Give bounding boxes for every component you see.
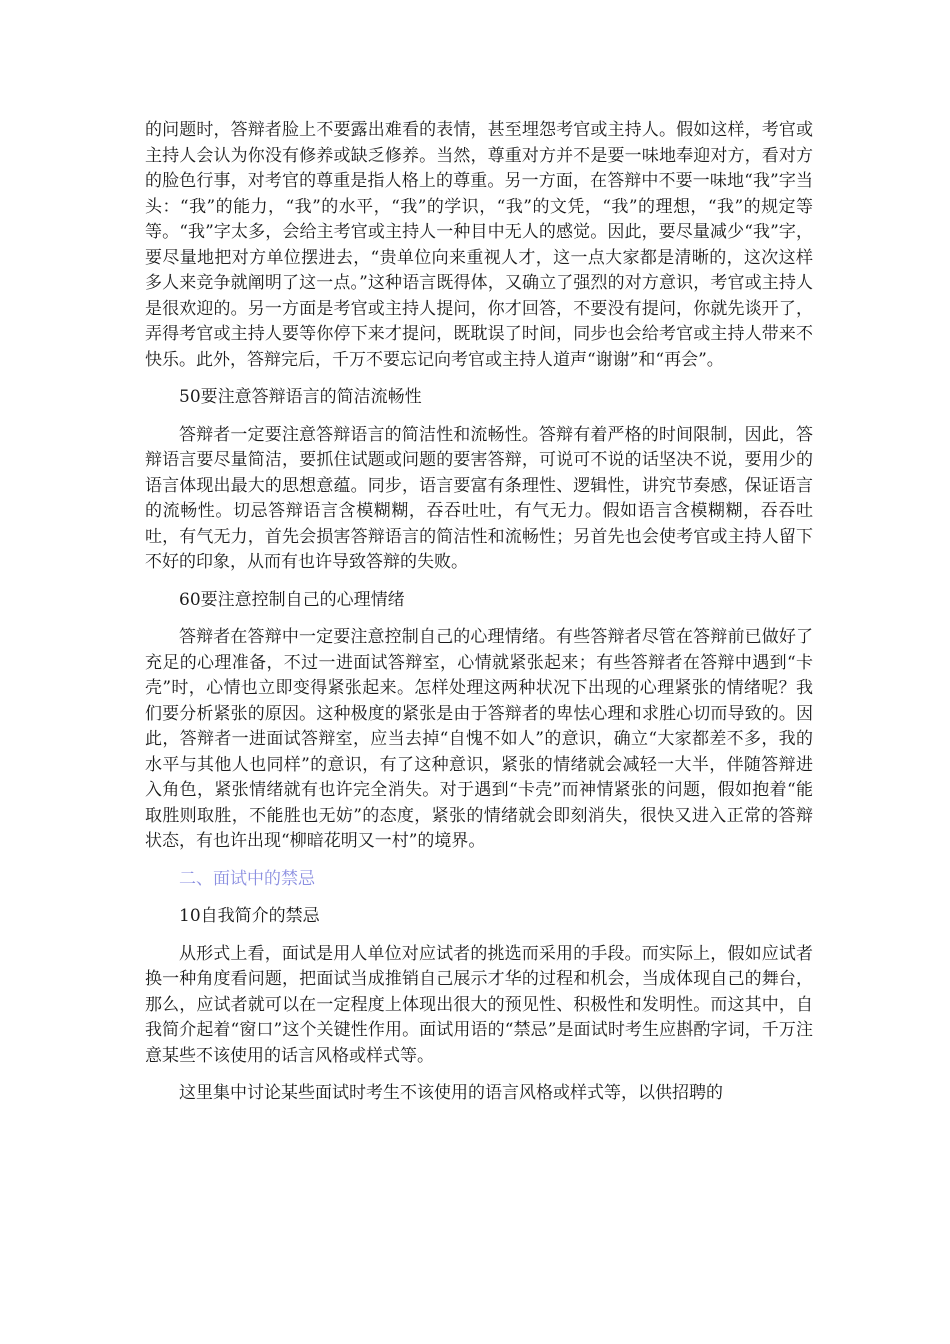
subheading-6: 60要注意控制自己的心理情绪 — [179, 589, 405, 610]
paragraph-self-intro: 从形式上看，面试是用人单位对应试者的挑选而采用的手段。而实际上，假如应试者换一种角度看问题，把面试当成推销自己展示才华的过程和机会，当成体现自己的舞台，那么，应试者就可以在一定程度上体现出很大的预见性、积极性和发明性。而这其中，自我简介起着“窗口”这个关键性作用。面试用语的“禁忌”是面试时考生应斟酌字词，千万注意某些不该使用的话言风格或样式等。 — [145, 943, 813, 1066]
paragraph-concise-fluent: 答辩者一定要注意答辩语言的简洁性和流畅性。答辩有着严格的时间限制，因此，答辩语言要尽量简洁，要抓住试题或问题的要害答辩，可说可不说的话坚决不说，要用少的语言体现出最大的思想意蕴。同步，语言要富有条理性、逻辑性，讲究节奏感，保证语言的流畅性。切忌答辩语言含模糊糊，吞吞吐吐，有气无力。假如语言含模糊糊，吞吞吐吐，有气无力，首先会损害答辩语言的简洁性和流畅性；另首先也会使考官或主持人留下不好的印象，从而有也许导致答辩的失败。 — [145, 424, 813, 572]
paragraph-emotion-control: 答辩者在答辩中一定要注意控制自己的心理情绪。有些答辩者尽管在答辩前已做好了充足的心理准备，不过一进面试答辩室，心情就紧张起来；有些答辩者在答辩中遇到“卡壳”时，心情也立即变得紧张起来。怎样处理这两种状况下出现的心理紧张的情绪呢？我们要分析紧张的原因。这种极度的紧张是由于答辩者的卑怯心理和求胜心切而导致的。因此，答辩者一进面试答辩室，应当去掉“自愧不如人”的意识，确立“大家都差不多，我的水平与其他人也同样”的意识，有了这种意识，紧张的情绪就会减轻一大半，伴随答辩进入角色，紧张情绪就有也许完全消失。对于遇到“卡壳”而神情紧张的问题，假如抱着“能取胜则取胜，不能胜也无妨”的态度，紧张的情绪就会即刻消失，很快又进入正常的答辩状态，有也许出现“柳暗花明又一村”的境界。 — [145, 627, 813, 851]
document-body — [145, 118, 813, 1119]
subheading-5: 50要注意答辩语言的简洁流畅性 — [179, 387, 422, 407]
paragraph-discussion: 这里集中讨论某些面试时考生不该使用的语言风格或样式等，以供招聘的 — [179, 1083, 723, 1103]
paragraph-continued: 的问题时，答辩者脸上不要露出难看的表情，甚至埋怨考官或主持人。假如这样，考官或主持人会认为你没有修养或缺乏修养。当然，尊重对方并不是要一味地奉迎对方，看对方的脸色行事，对考官的尊重是指人格上的尊重。另一方面，在答辩中不要一味地“我”字当头：“我”的能力，“我”的水平，“我”的学识，“我”的文凭，“我”的理想，“我”的规定等等。“我”字太多，会给主考官或主持人一种目中无人的感觉。因此，要尽量减少“我”字，要尽量地把对方单位摆进去，“贵单位向来重视人才，这一点大家都是清晰的，这次这样多人来竞争就阐明了这一点。”这种语言既得体，又确立了强烈的对方意识，考官或主持人是很欢迎的。另一方面是考官或主持人提问，你才回答，不要没有提问，你就先谈开了，弄得考官或主持人要等你停下来才提问，既耽误了时间，同步也会给考官或主持人带来不快乐。此外，答辩完后，千万不要忘记向考官或主持人道声“谢谢”和“再会”。 — [145, 120, 813, 370]
subheading-1: 10自我简介的禁忌 — [179, 906, 320, 926]
section-title-taboos: 二、面试中的禁忌 — [179, 868, 315, 889]
